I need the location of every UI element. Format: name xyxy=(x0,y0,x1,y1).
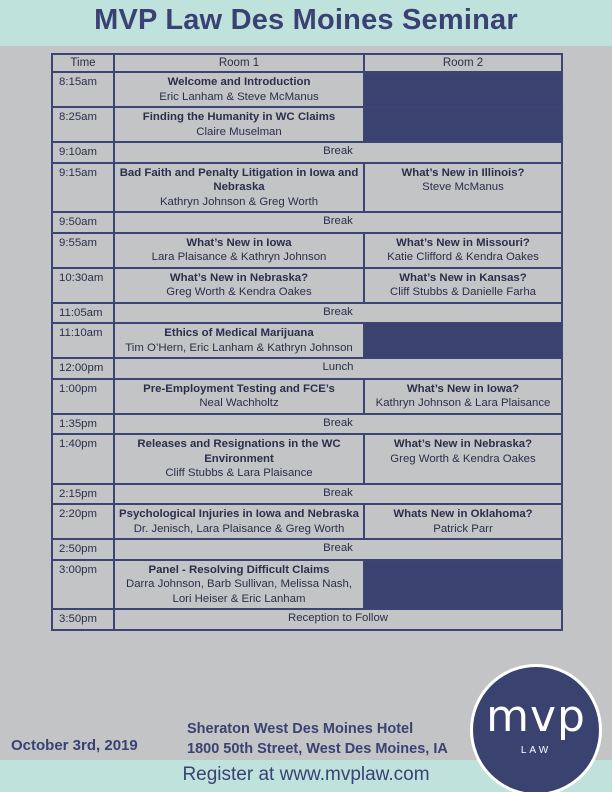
register-link[interactable]: Register at www.mvplaw.com xyxy=(182,764,430,785)
session-speakers: Patrick Parr xyxy=(433,522,493,535)
session-speakers: Kathryn Johnson & Lara Plaisance xyxy=(375,397,551,409)
room-2-session xyxy=(364,233,562,268)
session-speakers: Katie Clifford & Kendra Oakes xyxy=(387,251,539,263)
header-room-1: Room 1 xyxy=(114,54,364,72)
time-cell: 3:00pm xyxy=(52,560,114,610)
room-2-empty xyxy=(364,560,562,610)
room-1-session xyxy=(114,268,364,303)
event-date: October 3rd, 2019 xyxy=(11,737,138,754)
session-speakers: Tim O’Hern, Eric Lanham & Kathryn Johnson xyxy=(125,341,353,354)
table-row xyxy=(52,358,562,379)
room-2-session xyxy=(364,268,562,303)
venue-name: Sheraton West Des Moines Hotel xyxy=(187,721,414,737)
session-title: What’s New in Iowa? xyxy=(406,382,520,395)
room-2-session xyxy=(364,504,562,539)
session-title: What’s New in Nebraska? xyxy=(169,271,309,284)
session-speakers: Cliff Stubbs & Lara Plaisance xyxy=(165,467,313,479)
table-row xyxy=(52,484,562,505)
room-1-session xyxy=(114,107,364,142)
venue xyxy=(187,719,448,759)
session-title: What’s New in Illinois? xyxy=(401,166,525,179)
room-2-empty xyxy=(364,72,562,107)
header-room-2: Room 2 xyxy=(364,54,562,72)
room-1-session xyxy=(114,233,364,268)
time-cell: 12:00pm xyxy=(52,358,114,379)
table-row xyxy=(52,379,562,414)
table-header-row xyxy=(52,54,562,72)
session-title: What’s New in Nebraska? xyxy=(393,438,533,450)
session-title: Panel - Resolving Difficult Claims xyxy=(148,563,330,576)
room-1-session xyxy=(114,504,364,539)
table-row xyxy=(52,560,562,610)
session-title: Psychological Injuries in Iowa and Nebraska xyxy=(119,508,359,520)
session-title: Releases and Resignations in the WC Environment xyxy=(137,438,341,465)
time-cell: 8:15am xyxy=(52,72,114,107)
break-cell: Break xyxy=(114,414,562,435)
session-speakers: Steve McManus xyxy=(422,181,504,193)
session-title: Welcome and Introduction xyxy=(167,76,311,88)
time-cell: 3:50pm xyxy=(52,609,114,630)
time-cell: 1:00pm xyxy=(52,379,114,414)
time-cell: 11:05am xyxy=(52,303,114,324)
table-row xyxy=(52,323,562,358)
time-cell: 10:30am xyxy=(52,268,114,303)
room-2-session xyxy=(364,434,562,484)
session-title: Ethics of Medical Marijuana xyxy=(164,327,314,339)
session-title: Bad Faith and Penalty Litigation in Iowa and Nebraska xyxy=(119,166,359,193)
table-row xyxy=(52,504,562,539)
room-1-session xyxy=(114,323,364,358)
time-cell: 2:20pm xyxy=(52,504,114,539)
session-title: Pre-Employment Testing and FCE’s xyxy=(143,382,335,395)
table-row xyxy=(52,233,562,268)
session-speakers: Greg Worth & Kendra Oakes xyxy=(166,286,312,298)
table-row xyxy=(52,268,562,303)
page-title: MVP Law Des Moines Seminar xyxy=(94,4,518,36)
break-cell: Break xyxy=(114,212,562,233)
session-speakers: Dr. Jenisch, Lara Plaisance & Greg Worth xyxy=(133,522,345,535)
session-speakers: Darra Johnson, Barb Sullivan, Melissa Nash, Lori Heiser & Eric Lanham xyxy=(125,578,353,605)
session-title: Whats New in Oklahoma? xyxy=(393,508,533,520)
table-row xyxy=(52,107,562,142)
table-row xyxy=(52,609,562,630)
session-speakers: Claire Muselman xyxy=(196,125,282,138)
table-row xyxy=(52,163,562,213)
lunch-cell: Lunch xyxy=(114,358,562,379)
room-2-session xyxy=(364,163,562,213)
logo-subtext: LAW xyxy=(520,745,552,756)
session-speakers: Eric Lanham & Steve McManus xyxy=(159,90,319,103)
break-cell: Break xyxy=(114,142,562,163)
time-cell: 1:40pm xyxy=(52,434,114,484)
schedule-table xyxy=(51,53,563,631)
room-2-empty xyxy=(364,323,562,358)
time-cell: 2:15pm xyxy=(52,484,114,505)
session-title: What’s New in Missouri? xyxy=(396,236,530,249)
room-1-session xyxy=(114,434,364,484)
time-cell: 9:15am xyxy=(52,163,114,213)
session-title: Finding the Humanity in WC Claims xyxy=(142,111,336,123)
room-1-session xyxy=(114,560,364,610)
session-title: What’s New in Iowa xyxy=(186,236,292,249)
room-1-session xyxy=(114,163,364,213)
time-cell: 8:25am xyxy=(52,107,114,142)
time-cell: 9:50am xyxy=(52,212,114,233)
table-row xyxy=(52,212,562,233)
table-row xyxy=(52,434,562,484)
mvp-law-logo xyxy=(470,664,602,792)
session-speakers: Cliff Stubbs & Danielle Farha xyxy=(389,286,537,298)
time-cell: 11:10am xyxy=(52,323,114,358)
session-speakers: Lara Plaisance & Kathryn Johnson xyxy=(151,251,327,263)
room-1-session xyxy=(114,379,364,414)
table-row xyxy=(52,142,562,163)
reception-cell: Reception to Follow xyxy=(114,609,562,630)
room-2-empty xyxy=(364,107,562,142)
logo-wordmark: mvp xyxy=(486,691,586,742)
time-cell: 9:10am xyxy=(52,142,114,163)
time-cell: 2:50pm xyxy=(52,539,114,560)
session-speakers: Kathryn Johnson & Greg Worth xyxy=(159,195,319,208)
break-cell: Break xyxy=(114,484,562,505)
table-row xyxy=(52,414,562,435)
room-1-session xyxy=(114,72,364,107)
break-cell: Break xyxy=(114,303,562,324)
table-row xyxy=(52,72,562,107)
session-speakers: Neal Wachholtz xyxy=(199,397,279,409)
room-2-session xyxy=(364,379,562,414)
time-cell: 9:55am xyxy=(52,233,114,268)
header-time: Time xyxy=(52,54,114,72)
break-cell: Break xyxy=(114,539,562,560)
session-title: What’s New in Kansas? xyxy=(399,271,527,284)
session-speakers: Greg Worth & Kendra Oakes xyxy=(390,452,536,465)
venue-address: 1800 50th Street, West Des Moines, IA xyxy=(187,741,448,757)
table-row xyxy=(52,303,562,324)
table-row xyxy=(52,539,562,560)
time-cell: 1:35pm xyxy=(52,414,114,435)
